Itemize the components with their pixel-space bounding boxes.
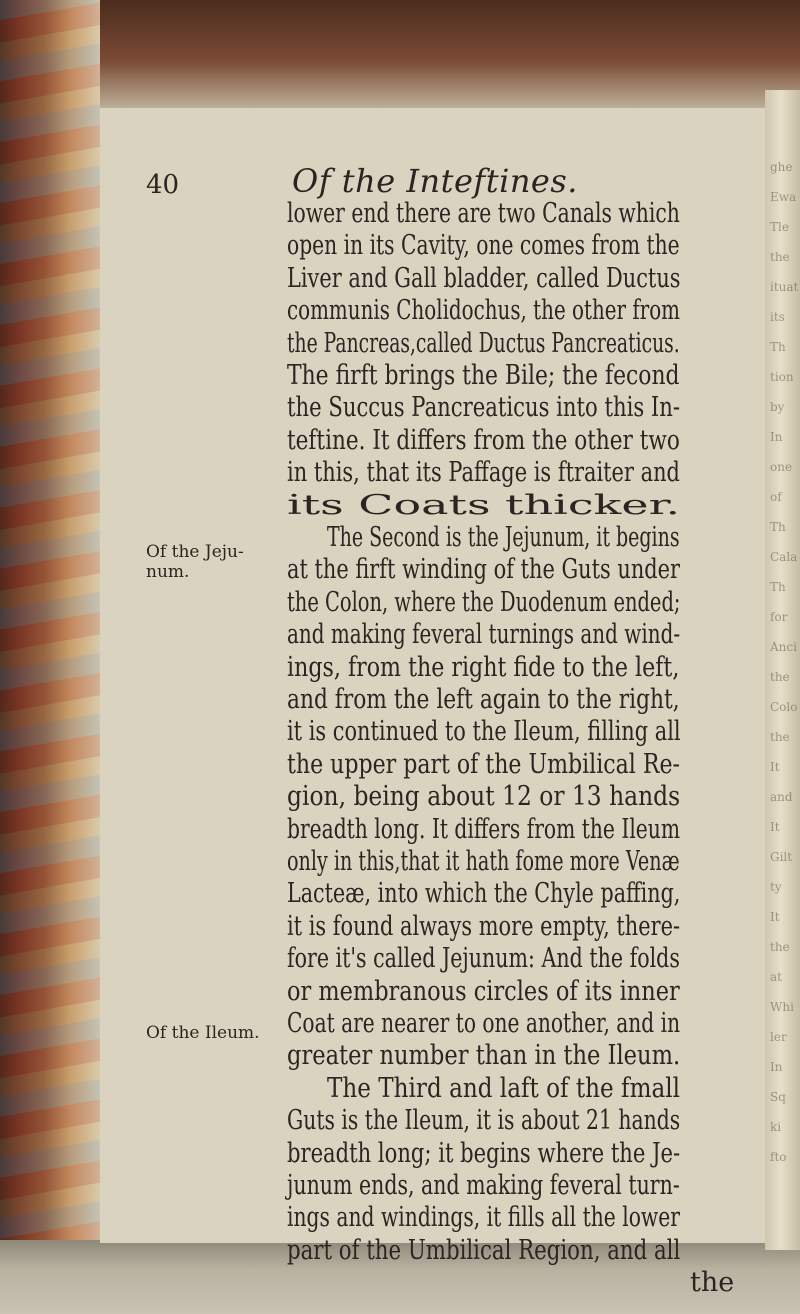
text-line: only in this,that it hath fome more Venæ [287,846,680,877]
adjacent-page-fragment: at [770,970,782,984]
text-line: breadth long; it begins where the Je- [287,1137,681,1169]
adjacent-page-fragment: Th [770,580,786,594]
adjacent-page-fragment: its [770,310,785,324]
background-top [0,0,800,110]
adjacent-page-fragment: Th [770,520,786,534]
adjacent-page-fragment: Colo [770,700,798,714]
text-line: the Colon, where the Duodenum ended; [287,586,681,618]
text-line: gion, being about 12 or 13 hands [287,781,681,813]
text-line: or membranous circles of its inner [287,975,680,1007]
text-line: the upper part of the Umbilical Re- [287,748,680,780]
running-head: Of the Inteftines. [292,162,578,200]
text-line: the [690,1267,735,1299]
adjacent-page-fragment: Whi [770,1000,794,1014]
text-line: The firft brings the Bile; the fecond [287,360,680,391]
adjacent-page-fragment: and [770,790,793,804]
text-line: ings, from the right fide to the left, [287,651,680,683]
adjacent-page-fragment: Ewa [770,190,797,204]
text-line: junum ends, and making feveral turn- [287,1170,680,1201]
text-line: fore it's called Jejunum: And the folds [287,943,680,975]
adjacent-page-fragment: Sq [770,1090,786,1104]
text-line: in this, that its Paffage is ftraiter and [287,457,680,489]
adjacent-page-fragment: Cala [770,550,798,564]
text-line: The Third and laft of the fmall [327,1072,681,1104]
page-number: 40 [146,170,180,200]
adjacent-page-fragment: the [770,730,790,744]
marbled-endpaper [0,0,100,1314]
adjacent-page-fragment: Th [770,340,786,354]
text-line: The Second is the Jejunum, it begins [327,522,680,553]
adjacent-page-fragment: fto [770,1150,787,1164]
text-line: breadth long. It differs from the Ileum [287,813,681,845]
adjacent-page-fragment: ghe [770,160,793,174]
adjacent-page-fragment: Anci [770,640,797,654]
text-line: ings and windings, it fills all the lower [287,1202,680,1234]
text-line: it is continued to the Ileum, filling all [287,716,681,748]
adjacent-page-fragment: the [770,940,790,954]
adjacent-page-fragment: for [770,610,788,624]
text-line: at the firft winding of the Guts under [287,554,681,586]
adjacent-page-fragment: It [770,910,780,924]
adjacent-page-fragment: the [770,250,790,264]
text-line: and making feveral turnings and wind- [287,619,681,651]
margin-note-jejunum-cont: num. [146,562,190,582]
text-line: the Pancreas,called Ductus Pancreaticus. [287,327,680,359]
adjacent-page-fragment: In [770,1060,783,1074]
text-line: the Succus Pancreaticus into this In- [287,392,681,424]
adjacent-page-fragment: of [770,490,782,504]
text-line: greater number than in the Ileum. [287,1040,681,1072]
adjacent-page-fragment: It [770,760,780,774]
text-line: Guts is the Ileum, it is about 21 hands [287,1105,681,1137]
text-line: Coat are nearer to one another, and in [287,1008,681,1039]
text-line: communis Cholidochus, the other from [287,295,681,327]
adjacent-page-fragment: the [770,670,790,684]
text-line: it is found always more empty, there- [287,910,681,942]
adjacent-page-fragment: Gilt [770,850,793,864]
text-line: Liver and Gall bladder, called Ductus [287,262,681,294]
adjacent-page-fragment: In [770,430,783,444]
adjacent-page-fragment: tion [770,370,794,384]
margin-note-ileum: Of the Ileum. [146,1023,260,1043]
text-line: part of the Umbilical Region, and all [287,1234,681,1266]
text-line: its Coats thicker. [287,489,681,521]
adjacent-page-fragment: Tle [770,220,789,234]
text-line: Lacteæ, into which the Chyle paffing, [287,878,681,910]
text-line: open in its Cavity, one comes from the [287,230,680,262]
adjacent-page-fragment: It [770,820,780,834]
adjacent-page-fragment: by [770,400,785,414]
text-line: teftine. It differs from the other two [287,424,680,456]
adjacent-page-fragment: one [770,460,793,474]
margin-note-jejunum: Of the Jeju- [146,542,244,562]
adjacent-page-fragment: ituat [770,280,799,294]
adjacent-page-fragment: ler [770,1030,787,1044]
adjacent-page-fragment: ki [770,1120,782,1134]
text-line: and from the left again to the right, [287,684,680,715]
text-line: lower end there are two Canals which [287,198,680,229]
adjacent-page-fragment: ty [770,880,782,894]
